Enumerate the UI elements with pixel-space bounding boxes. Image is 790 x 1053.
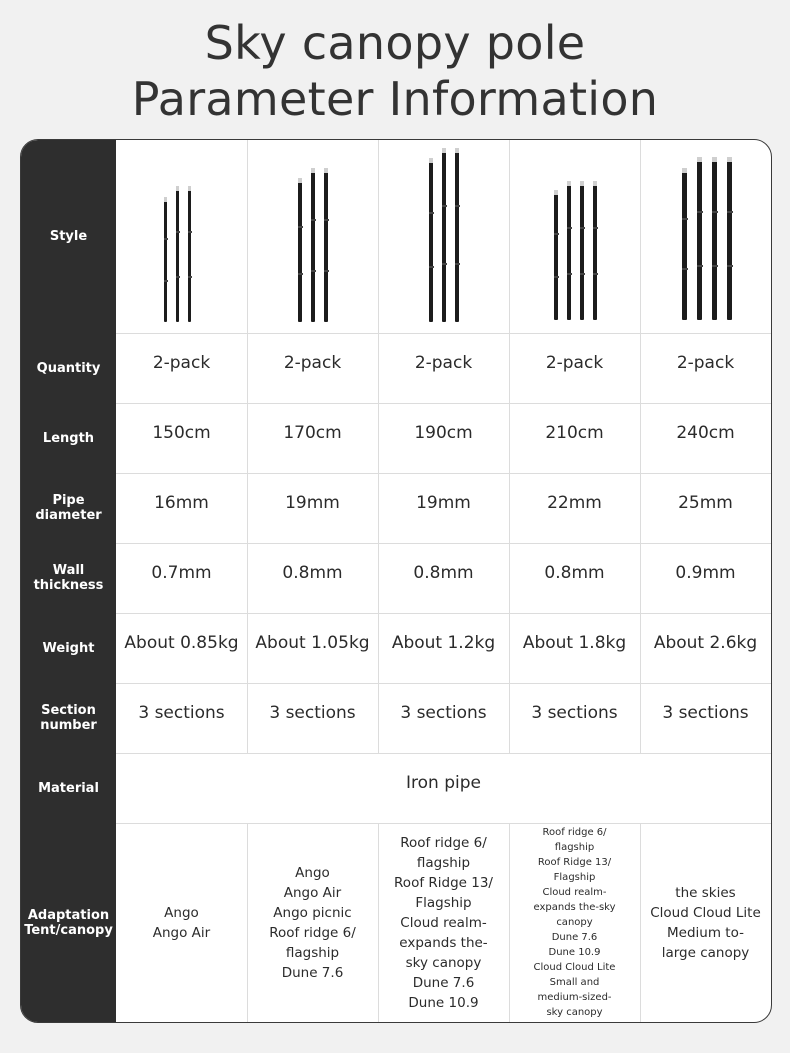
cell-adaptation-2: Ango Ango Air Ango picnic Roof ridge 6/ flagship Dune 7.6 <box>269 864 356 981</box>
cell-wall-thickness-4: 0.8mm <box>544 563 605 583</box>
title-line-2: Parameter Information <box>131 72 659 126</box>
cell-wall-thickness-1: 0.7mm <box>151 563 212 583</box>
pole-icon <box>298 178 302 322</box>
row-label-section-number: Section number <box>40 703 97 733</box>
cell-sections-4: 3 sections <box>531 703 618 723</box>
cell-adaptation-1: Ango Ango Air <box>152 904 211 941</box>
cell-length-4: 210cm <box>545 423 604 443</box>
cell-quantity-2: 2-pack <box>283 353 342 373</box>
pole-icon <box>593 181 597 320</box>
pole-icon <box>567 181 571 320</box>
pole-icon <box>580 181 584 320</box>
row-label-column <box>21 140 116 1022</box>
title-line-1: Sky canopy pole <box>204 16 586 70</box>
cell-adaptation-4: Roof ridge 6/ flagship Roof Ridge 13/ Flagship Cloud realm- expands the-sky canopy Dune 7.6 Dune 10.9 Cloud Cloud Lite Small and medium-sized- sky canopy <box>533 827 616 1018</box>
pole-icon <box>455 148 459 322</box>
row-label-style: Style <box>49 229 88 244</box>
row-label-adaptation: Adaptation Tent/canopy <box>24 907 113 938</box>
cell-pipe-diameter-4: 22mm <box>547 493 602 513</box>
pole-illustration-1 <box>116 140 247 333</box>
pole-icon <box>697 157 702 320</box>
cell-weight-4: About 1.8kg <box>522 633 627 653</box>
parameter-table <box>20 139 772 1023</box>
pole-icon <box>164 197 167 322</box>
cell-pipe-diameter-5: 25mm <box>678 493 733 513</box>
pole-icon <box>442 148 446 322</box>
pole-illustration-5 <box>640 140 771 333</box>
cell-wall-thickness-5: 0.9mm <box>675 563 736 583</box>
cell-wall-thickness-2: 0.8mm <box>282 563 343 583</box>
pole-icon <box>682 168 687 320</box>
pole-illustration-3 <box>378 140 509 333</box>
cell-weight-2: About 1.05kg <box>255 633 370 653</box>
row-label-weight: Weight <box>42 640 95 656</box>
cell-weight-5: About 2.6kg <box>653 633 758 653</box>
pole-icon <box>324 168 328 322</box>
cell-material: Iron pipe <box>406 773 481 793</box>
cell-length-1: 150cm <box>152 423 211 443</box>
cell-quantity-5: 2-pack <box>676 353 735 373</box>
cell-pipe-diameter-2: 19mm <box>285 493 340 513</box>
cell-adaptation-3: Roof ridge 6/ flagship Roof Ridge 13/ Flagship Cloud realm- expands the- sky canopy Dune 7.6 Dune 10.9 <box>394 834 493 1011</box>
row-label-quantity: Quantity <box>36 360 101 376</box>
cell-sections-3: 3 sections <box>400 703 487 723</box>
cell-weight-3: About 1.2kg <box>391 633 496 653</box>
cell-length-5: 240cm <box>676 423 735 443</box>
cell-length-3: 190cm <box>414 423 473 443</box>
cell-wall-thickness-3: 0.8mm <box>413 563 474 583</box>
cell-sections-5: 3 sections <box>662 703 749 723</box>
pole-icon <box>176 186 179 322</box>
cell-quantity-4: 2-pack <box>545 353 604 373</box>
pole-icon <box>429 158 433 322</box>
cell-length-2: 170cm <box>283 423 342 443</box>
pole-icon <box>712 157 717 320</box>
cell-pipe-diameter-1: 16mm <box>154 493 209 513</box>
pole-icon <box>554 190 558 320</box>
row-label-length: Length <box>42 430 95 446</box>
pole-icon <box>188 186 191 322</box>
row-label-wall-thickness: Wall thickness <box>33 563 104 593</box>
cell-sections-1: 3 sections <box>138 703 225 723</box>
pole-illustration-2 <box>247 140 378 333</box>
cell-quantity-1: 2-pack <box>152 353 211 373</box>
cell-adaptation-5: the skies Cloud Cloud Lite Medium to- large canopy <box>650 884 761 961</box>
cell-sections-2: 3 sections <box>269 703 356 723</box>
cell-weight-1: About 0.85kg <box>124 633 239 653</box>
row-label-pipe-diameter: Pipe diameter <box>35 493 102 523</box>
pole-illustration-4 <box>509 140 640 333</box>
pole-icon <box>727 157 732 320</box>
cell-pipe-diameter-3: 19mm <box>416 493 471 513</box>
pole-icon <box>311 168 315 322</box>
row-label-material: Material <box>38 780 99 796</box>
cell-quantity-3: 2-pack <box>414 353 473 373</box>
